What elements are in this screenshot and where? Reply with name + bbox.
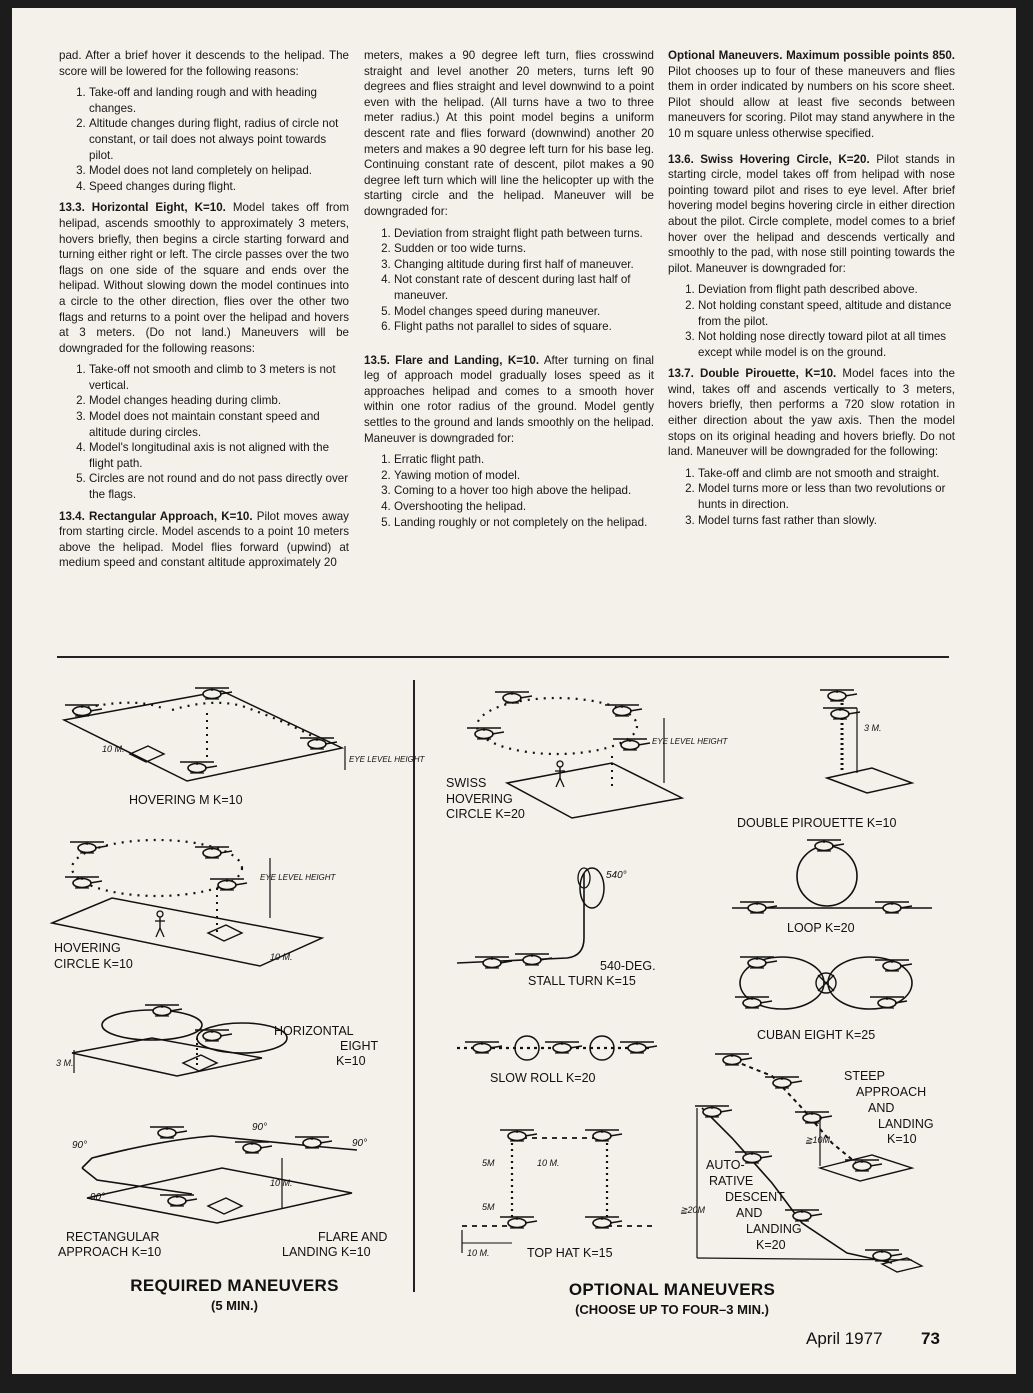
list-item: 2. Not holding constant speed, altitude and distance from the pilot.	[698, 298, 955, 329]
list-item: 4. Model's longitudinal axis is not aligned with the flight path.	[89, 440, 349, 471]
stall-turn-diagram	[457, 868, 604, 968]
caption-steep-approach: STEEP	[844, 1069, 885, 1083]
section-body: Model takes off from helipad, ascends smoothly to approximately 3 meters, hovers briefly, then begins a circle starting forward and turning either right or left. The circle passes over the two flags on one side of the square and ends over the helipad. Without slowing down the model continues into a circle to the other direction, flies over the other two flags and returns to a point over the helipad and hovers at 3 meters. (Do not land.) Maneuvers will be downgraded for the following reasons:	[59, 201, 350, 355]
caption-autorotative-descent: K=20	[756, 1238, 786, 1252]
cuban-eight-diagram	[735, 957, 912, 1009]
list-item: 3. Model does not land completely on helipad.	[89, 163, 349, 179]
required-maneuvers-subtitle: (5 MIN.)	[211, 1298, 258, 1313]
top-hat-diagram	[462, 1130, 652, 1253]
col1-intro: pad. After a brief hover it descends to the helipad. The score will be lowered for the following reasons:	[59, 49, 349, 78]
caption-autorotative-descent: AND	[736, 1206, 763, 1220]
list-item: 2. Altitude changes during flight, radius of circle not constant, or tail does not always point towards pilot.	[89, 116, 349, 163]
annotation-eye-level: EYE LEVEL HEIGHT	[652, 737, 728, 746]
caption-hovering-circle: CIRCLE K=10	[54, 957, 133, 971]
caption-horizontal-eight: K=10	[336, 1054, 366, 1068]
section-heading: 13.4. Rectangular Approach, K=10.	[59, 509, 253, 523]
list-item: 1. Deviation from straight flight path between turns.	[394, 226, 654, 242]
list-item: 4. Overshooting the helipad.	[394, 499, 654, 515]
annotation-eye-level: EYE LEVEL HEIGHT	[260, 873, 336, 882]
list-item: 3. Model does not maintain constant speed and altitude during circles.	[89, 409, 349, 440]
annotation-20m-min: ≧20M	[680, 1205, 706, 1215]
caption-autorotative-descent: LANDING	[746, 1222, 802, 1236]
list-item: 5. Circles are not round and do not pass directly over the flags.	[89, 471, 349, 502]
caption-hovering-m: HOVERING M K=10	[129, 793, 243, 807]
annotation-10m: 10 M.	[270, 952, 293, 962]
section-body: Model faces into the wind, takes off and ascends vertically to 3 meters, hovers briefly, then performs a 720 slow rotation in either direction about the yaw axis. Then the model stops on its original heading and hovers briefly. Do not land. Maneuver will be downgraded for the following:	[668, 367, 955, 459]
caption-double-pirouette: DOUBLE PIROUETTE K=10	[737, 816, 897, 830]
caption-autorotative-descent: DESCENT	[725, 1190, 785, 1204]
annotation-90: 90°	[352, 1138, 368, 1149]
annotation-3m: 3 M.	[56, 1058, 74, 1068]
optional-maneuvers-title: OPTIONAL MANEUVERS	[568, 1280, 776, 1299]
caption-autorotative-descent: AUTO-	[706, 1158, 745, 1172]
section-body: Pilot chooses up to four of these maneuvers and flies them in order indicated by numbers on his score sheet. Pilot should allow at least five seconds between maneuvers for scoring. Pilot may stand anywhere in the 10 m square unless otherwise specified.	[668, 64, 955, 140]
page-number: 73	[921, 1329, 940, 1348]
list-item: 5. Landing roughly or not completely on the helipad.	[394, 515, 654, 531]
section-heading: 13.7. Double Pirouette, K=10.	[668, 367, 837, 381]
annotation-90: 90°	[72, 1140, 88, 1151]
annotation-10m: 10 M.	[270, 1178, 293, 1188]
caption-steep-approach: APPROACH	[856, 1085, 927, 1099]
hovering-m-diagram	[64, 688, 345, 781]
horizontal-eight-diagram	[72, 1005, 287, 1076]
double-pirouette-diagram	[820, 690, 912, 793]
annotation-5m: 5M	[482, 1158, 495, 1168]
annotation-10m: 10 M.	[537, 1158, 560, 1168]
caption-horizontal-eight: HORIZONTAL	[274, 1024, 354, 1038]
slow-roll-diagram	[457, 1036, 657, 1060]
caption-hovering-circle: HOVERING	[54, 941, 121, 955]
section-body: Pilot moves away from starting circle. Model ascends to a point 10 meters above the helipad. Model flies forward (upwind) at medium speed and constant altitude approximately 20	[59, 509, 349, 570]
caption-swiss-hovering-circle: CIRCLE K=20	[446, 807, 525, 821]
annotation-eye-level: EYE LEVEL HEIGHT	[349, 755, 425, 764]
caption-steep-approach: AND	[868, 1101, 895, 1115]
col2-intro: meters, makes a 90 degree left turn, flies crosswind straight and level another 20 meters, turns left 90 degrees and flies straight and level downwind to a point even with the helipad. (All turns have a two to three meter radius.) At this point model begins a uniform descent rate and flies forward (downwind) another 20 meters and makes a 90 degree left turn for his base leg. Continuing constant rate of descent, pilot makes a 90 degree left turn which will line the helicopter up with the starting circle and the helipad. Maneuver will be downgraded for:	[364, 49, 654, 218]
annotation-540: 540°	[606, 870, 627, 881]
list-item: 2. Sudden or too wide turns.	[394, 241, 654, 257]
list-item: 6. Flight paths not parallel to sides of square.	[394, 319, 654, 335]
caption-steep-approach: K=10	[887, 1132, 917, 1146]
annotation-10m: 10 M.	[467, 1248, 490, 1258]
section-body: After turning on final leg of approach model gradually loses speed as it approaches helipad and comes to a smooth hover within one rotor radius of the ground. Model gently settles to the ground and lands smoothly on the helipad. Maneuver is downgraded for:	[364, 353, 654, 445]
caption-swiss-hovering-circle: HOVERING	[446, 792, 513, 806]
list-item: 3. Changing altitude during first half of maneuver.	[394, 257, 654, 273]
list-item: 1. Erratic flight path.	[394, 452, 654, 468]
section-heading: 13.6. Swiss Hovering Circle, K=20.	[668, 152, 870, 166]
section-body: Pilot stands in starting circle, model takes off from helipad with nose pointing toward pilot and rises to eye level. After brief hovering model begins hovering circle in either direction about the pilot. Circle complete, model comes to a brief hover over the helipad and descends vertically and smoothly to the pad, with nose still pointing towards the pilot. Maneuver is downgraded for:	[668, 152, 955, 275]
annotation-3m: 3 M.	[864, 723, 882, 733]
caption-horizontal-eight: EIGHT	[340, 1039, 379, 1053]
list-item: 1. Take-off not smooth and climb to 3 meters is not vertical.	[89, 362, 349, 393]
annotation-90: 90°	[252, 1122, 268, 1133]
annotation-90: 90°	[90, 1192, 106, 1203]
optional-maneuvers-subtitle: (CHOOSE UP TO FOUR–3 MIN.)	[575, 1302, 769, 1317]
magazine-page	[12, 8, 1016, 1374]
annotation-10m-min: ≧10M	[805, 1135, 831, 1145]
caption-rectangular-approach: APPROACH K=10	[58, 1245, 162, 1259]
caption-top-hat: TOP HAT K=15	[527, 1246, 613, 1260]
caption-loop: LOOP K=20	[787, 921, 855, 935]
caption-flare-and-landing: FLARE AND	[318, 1230, 388, 1244]
list-item: 3. Not holding nose directly toward pilot at all times except while model is on the ground.	[698, 329, 955, 360]
list-item: 1. Take-off and landing rough and with heading changes.	[89, 85, 349, 116]
maneuver-diagrams	[12, 8, 1016, 1374]
annotation-10m: 10 M.	[102, 744, 125, 754]
list-item: 2. Model changes heading during climb.	[89, 393, 349, 409]
list-item: 1. Deviation from flight path described above.	[698, 282, 955, 298]
list-item: 1. Take-off and climb are not smooth and straight.	[698, 466, 955, 482]
list-item: 3. Coming to a hover too high above the helipad.	[394, 483, 654, 499]
caption-steep-approach: LANDING	[878, 1117, 934, 1131]
list-item: 3. Model turns fast rather than slowly.	[698, 513, 955, 529]
list-item: 4. Speed changes during flight.	[89, 179, 349, 195]
caption-stall-turn: STALL TURN K=15	[528, 974, 636, 988]
section-heading: 13.5. Flare and Landing, K=10.	[364, 353, 540, 367]
section-heading: 13.3. Horizontal Eight, K=10.	[59, 201, 226, 215]
caption-autorotative-descent: RATIVE	[709, 1174, 754, 1188]
list-item: 2. Yawing motion of model.	[394, 468, 654, 484]
caption-slow-roll: SLOW ROLL K=20	[490, 1071, 596, 1085]
section-heading: Optional Maneuvers. Maximum possible points 850.	[668, 49, 955, 62]
caption-swiss-hovering-circle: SWISS	[446, 776, 487, 790]
list-item: 4. Not constant rate of descent during last half of maneuver.	[394, 272, 654, 303]
caption-cuban-eight: CUBAN EIGHT K=25	[757, 1028, 876, 1042]
loop-diagram	[732, 840, 932, 913]
required-maneuvers-title: REQUIRED MANEUVERS	[130, 1276, 339, 1295]
list-item: 5. Model changes speed during maneuver.	[394, 304, 654, 320]
caption-flare-and-landing: LANDING K=10	[282, 1245, 371, 1259]
caption-rectangular-approach: RECTANGULAR	[66, 1230, 160, 1244]
caption-stall-turn: 540-DEG.	[600, 959, 656, 973]
list-item: 2. Model turns more or less than two revolutions or hunts in direction.	[698, 481, 955, 512]
rectangular-approach-diagram	[82, 1127, 357, 1223]
issue-date: April 1977	[806, 1329, 883, 1348]
annotation-5m: 5M	[482, 1202, 495, 1212]
